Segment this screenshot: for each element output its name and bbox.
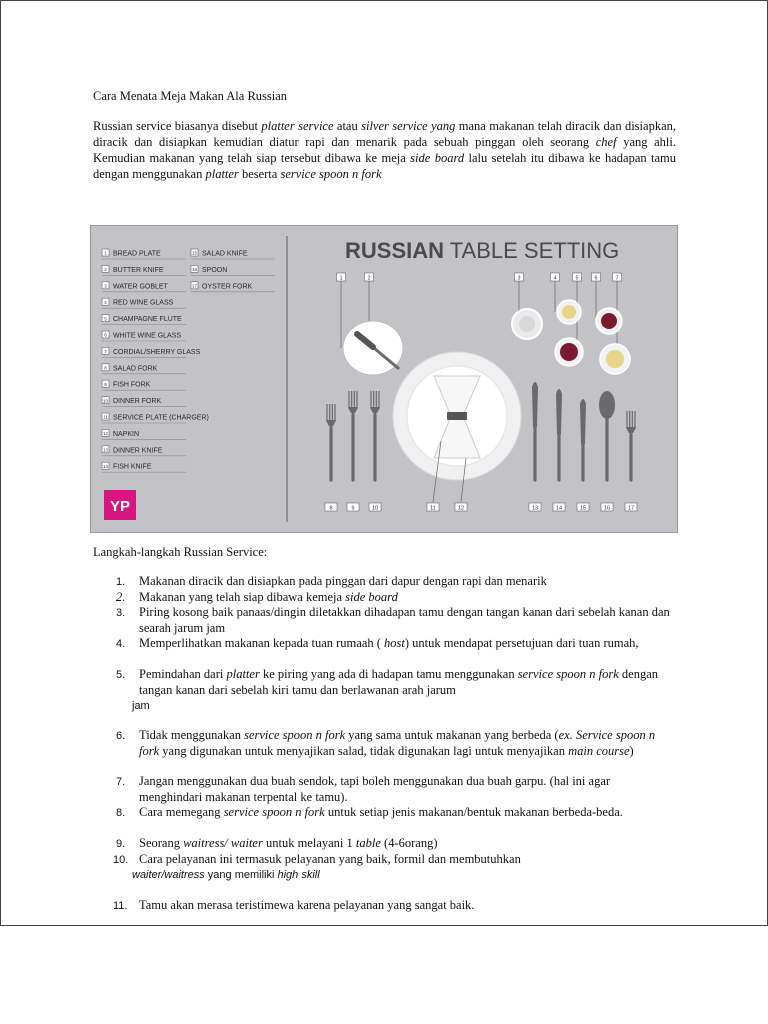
bottom-number: 10 bbox=[371, 505, 379, 512]
step-text: Jangan menggunakan dua buah sendok, tapi boleh menggunakan dua buah garpu. (hal ini agar menghindari makanan terpental ke tamu). bbox=[139, 774, 611, 804]
step-text: Seorang waitress/ waiter untuk melayani 1 table (4-6orang) bbox=[139, 836, 438, 850]
step-number: 6. bbox=[116, 730, 126, 742]
bottom-number: 15 bbox=[579, 505, 587, 512]
callout-number: 1 bbox=[339, 275, 343, 282]
step-text: Cara pelayanan ini termasuk pelayanan yang baik, formil dan membutuhkan bbox=[139, 852, 521, 866]
legend-number: 12 bbox=[102, 431, 109, 437]
legend-item-6 bbox=[102, 331, 186, 341]
step-text: Makanan diracik dan disiapkan pada pinggan dari dapur dengan rapi dan menarik bbox=[139, 574, 547, 588]
svg-text:YP: YP bbox=[109, 498, 131, 515]
bottom-label-15 bbox=[577, 503, 589, 511]
bottom-number: 12 bbox=[457, 505, 465, 512]
legend-item-1 bbox=[102, 249, 186, 259]
fish-knife bbox=[556, 389, 562, 480]
dinner-fork bbox=[370, 391, 380, 480]
legend-label: CORDIAL/SHERRY GLASS bbox=[113, 348, 201, 356]
step-number: 8. bbox=[116, 807, 126, 819]
legend-number: 17 bbox=[191, 283, 198, 289]
legend-label: SERVICE PLATE (CHARGER) bbox=[113, 414, 209, 422]
bottom-number: 9 bbox=[351, 505, 355, 512]
legend-item-8 bbox=[102, 364, 186, 374]
legend-label: NAPKIN bbox=[113, 430, 140, 438]
legend-label: BUTTER KNIFE bbox=[113, 266, 164, 274]
legend-number: 2 bbox=[104, 267, 107, 273]
legend-number: 6 bbox=[104, 332, 107, 338]
intro-paragraph: Russian service biasanya disebut platter service atau silver service yang mana makanan telah diracik dan disiapkan, diracik dan disiapkan kemudian diatur rapi dan menarik pada sebuah pinggan oleh seorang chef yang ahli. Kemudian makanan yang telah siap tersebut dibawa ke meja side board lalu setelah itu dibawa ke hadapan tamu dengan menggunakan platter beserta service spoon n fork bbox=[93, 119, 677, 181]
knives-and-spoon bbox=[532, 382, 615, 480]
bottom-label-16 bbox=[601, 503, 613, 511]
dinner-knife bbox=[532, 382, 538, 480]
legend-item-17 bbox=[191, 282, 275, 292]
legend-number: 7 bbox=[104, 349, 107, 355]
step-number: 7. bbox=[116, 776, 126, 788]
legend-item-5 bbox=[102, 315, 186, 325]
legend-label: CHAMPAGNE FLUTE bbox=[113, 316, 182, 324]
step-number: 4. bbox=[116, 638, 126, 650]
legend-item-9 bbox=[102, 380, 186, 390]
legend-item-10 bbox=[102, 397, 186, 407]
bottom-number: 8 bbox=[329, 505, 333, 512]
legend-item-16 bbox=[191, 265, 275, 275]
steps-title: Langkah-langkah Russian Service: bbox=[93, 545, 268, 559]
step-number: 3. bbox=[116, 607, 126, 619]
legend-number: 13 bbox=[102, 447, 109, 453]
bottom-label-14 bbox=[553, 503, 565, 511]
legend-item-2 bbox=[102, 265, 186, 275]
legend-label: FISH KNIFE bbox=[113, 463, 152, 471]
white-wine-glass bbox=[600, 344, 630, 374]
legend-item-11 bbox=[102, 413, 209, 423]
bottom-label-8 bbox=[325, 503, 337, 511]
step-number: 5. bbox=[116, 669, 126, 681]
bottom-number: 17 bbox=[627, 505, 635, 512]
callout-number: 7 bbox=[615, 275, 619, 282]
step-text-tail: jam bbox=[132, 700, 150, 712]
callout-number: 5 bbox=[575, 275, 579, 282]
legend-number: 1 bbox=[104, 250, 107, 256]
callout-number: 6 bbox=[594, 275, 598, 282]
legend-number: 4 bbox=[104, 299, 107, 305]
legend-number: 14 bbox=[102, 463, 109, 469]
legend-label: SALAD KNIFE bbox=[202, 250, 248, 258]
legend-item-4 bbox=[102, 298, 186, 308]
legend-label: DINNER FORK bbox=[113, 398, 162, 406]
legend-label: OYSTER FORK bbox=[202, 283, 253, 291]
bottom-label-10 bbox=[369, 503, 381, 511]
legend-item-12 bbox=[102, 429, 186, 439]
legend-item-15 bbox=[191, 249, 275, 259]
bottom-label-9 bbox=[347, 503, 359, 511]
water-goblet bbox=[512, 309, 542, 339]
legend-label: DINNER KNIFE bbox=[113, 447, 163, 455]
russian-table-setting-figure bbox=[90, 225, 678, 533]
legend-number: 5 bbox=[104, 316, 107, 322]
legend-label: BREAD PLATE bbox=[113, 250, 161, 258]
legend-label: SPOON bbox=[202, 266, 228, 274]
legend-number: 16 bbox=[191, 267, 198, 273]
step-text-tail: waiter/waitress yang memiliki high skill bbox=[132, 869, 320, 881]
callout-number: 4 bbox=[553, 275, 557, 282]
legend-label: FISH FORK bbox=[113, 381, 151, 389]
step-text: Makanan yang telah siap dibawa kemeja side board bbox=[139, 590, 398, 604]
step-text: Tidak menggunakan service spoon n fork yang sama untuk makanan yang berbeda (ex. Service spoon n fork yang digunakan untuk menyajikan salad, tidak digunakan lagi untuk menyajikan main course) bbox=[139, 728, 656, 758]
step-text: Tamu akan merasa teristimewa karena pelayanan yang sangat baik. bbox=[139, 898, 475, 912]
red-wine-glass bbox=[555, 338, 583, 366]
step-number: 2. bbox=[116, 590, 126, 604]
legend-number: 9 bbox=[104, 381, 107, 387]
bottom-number: 16 bbox=[603, 505, 611, 512]
step-text: Cara memegang service spoon n fork untuk setiap jenis makanan/bentuk makanan berbeda-beda. bbox=[139, 805, 623, 819]
legend-item-7 bbox=[102, 347, 201, 357]
legend-label: RED WINE GLASS bbox=[113, 299, 174, 307]
legend-number: 11 bbox=[103, 414, 108, 420]
bottom-number: 13 bbox=[531, 505, 539, 512]
bottom-label-13 bbox=[529, 503, 541, 511]
step-number: 1. bbox=[116, 576, 126, 588]
callout-1 bbox=[337, 273, 346, 348]
legend-number: 15 bbox=[191, 250, 198, 256]
step-number: 10. bbox=[113, 854, 129, 866]
doc-title: Cara Menata Meja Makan Ala Russian bbox=[93, 89, 288, 103]
table-setting-illustration bbox=[91, 226, 677, 532]
legend-item-13 bbox=[102, 446, 186, 456]
oyster-fork bbox=[626, 411, 636, 480]
step-number: 11. bbox=[113, 900, 128, 912]
fish-fork bbox=[348, 391, 358, 480]
bottom-number: 11 bbox=[430, 505, 436, 512]
bottom-label-17 bbox=[625, 503, 637, 511]
step-text: Pemindahan dari platter ke piring yang ada di hadapan tamu menggunakan service spoon n fork dengan tangan kanan dari sebelah kiri tamu dan berlawanan arah jarum bbox=[139, 667, 658, 697]
champagne-flute bbox=[557, 300, 581, 324]
legend-label: WATER GOBLET bbox=[113, 283, 168, 291]
legend bbox=[102, 249, 275, 472]
legend-number: 8 bbox=[104, 365, 107, 371]
bottom-number: 14 bbox=[555, 505, 563, 512]
legend-label: WHITE WINE GLASS bbox=[113, 332, 182, 340]
step-number: 9. bbox=[116, 838, 126, 850]
salad-fork bbox=[326, 404, 336, 480]
yp-logo bbox=[104, 490, 136, 520]
figure-heading: RUSSIAN TABLE SETTING bbox=[345, 238, 620, 263]
legend-number: 10 bbox=[102, 398, 109, 404]
legend-label: SALAD FORK bbox=[113, 365, 158, 373]
cordial-sherry-glass bbox=[596, 308, 622, 334]
step-text: Memperlihatkan makanan kepada tuan rumaah ( host) untuk mendapat persetujuan dari tuan rumah, bbox=[139, 636, 639, 650]
salad-knife bbox=[580, 399, 586, 480]
callout-number: 2 bbox=[367, 275, 371, 282]
callout-number: 3 bbox=[517, 275, 521, 282]
step-text: Piring kosong baik panaas/dingin diletakkan dihadapan tamu dengan tangan kanan dari sebelah kanan dan searah jarum jam bbox=[139, 605, 670, 635]
legend-number: 3 bbox=[104, 283, 107, 289]
spoon bbox=[599, 391, 615, 480]
legend-item-14 bbox=[102, 462, 186, 472]
legend-item-3 bbox=[102, 282, 186, 292]
